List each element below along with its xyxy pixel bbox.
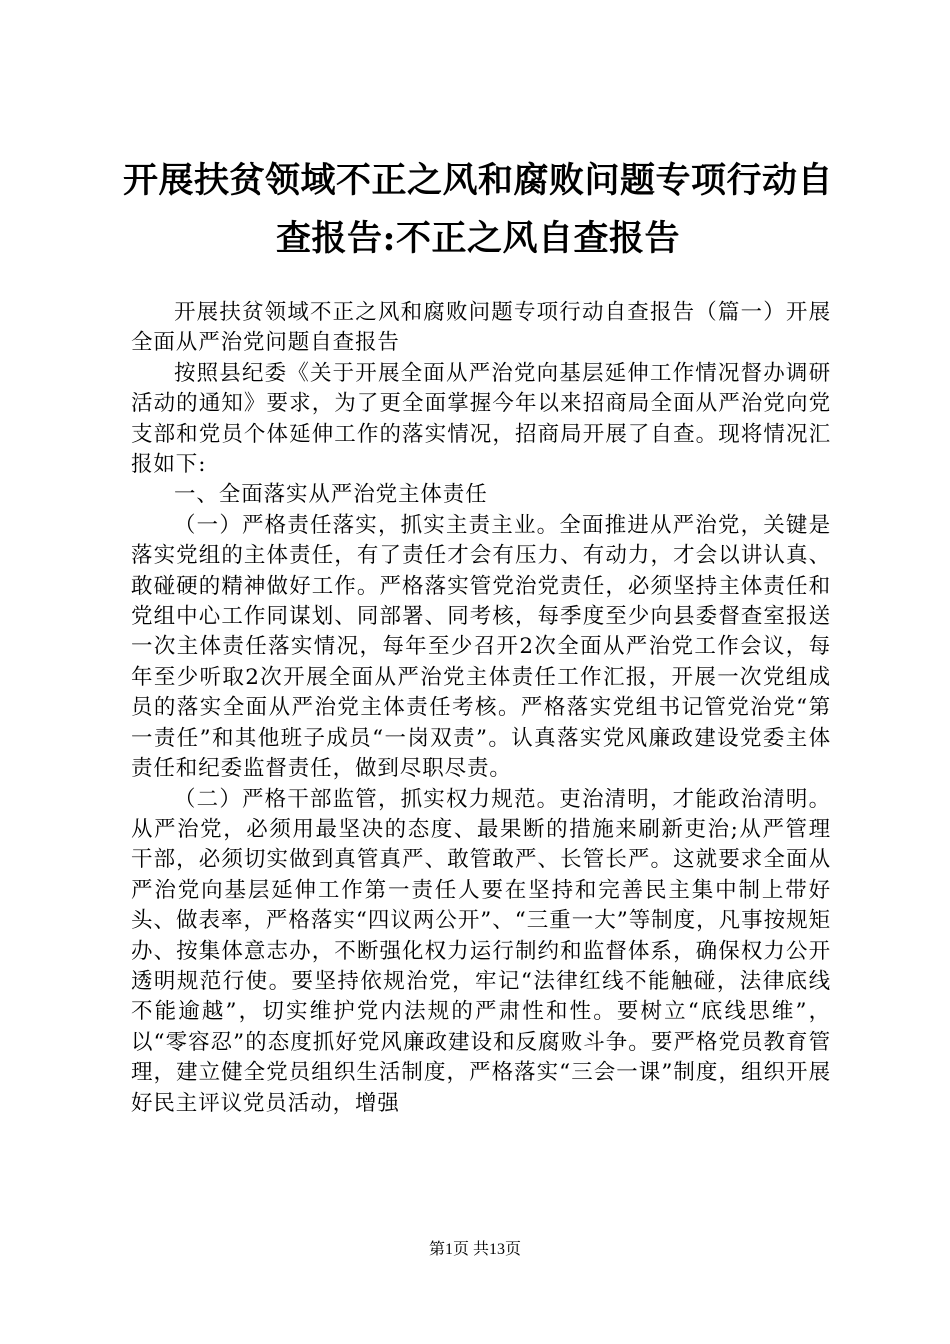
paragraph-subsection-2: （二）严格干部监管，抓实权力规范。吏治清明，才能政治清明。从严治党，必须用最坚决的态度、最果断的措施来刷新吏治;从严管理干部，必须切实做到真管真严、敢管敢严、长管长严。这就要求全面从严治党向基层延伸工作第一责任人要在坚持和完善民主集中制上带好头、做表率，严格落实“四议两公开”、“三重一大”等制度，凡事按规矩办、按集体意志办，不断强化权力运行制约和监督体系，确保权力公开透明规范行使。要坚持依规治党，牢记“法律红线不能触碰，法律底线不能逾越”，切实维护党内法规的严肃性和性。要树立“底线思维”，以“零容忍”的态度抓好党风廉政建设和反腐败斗争。要严格党员教育管理，建立健全党员组织生活制度，严格落实“三会一课”制度，组织开展好民主评议党员活动，增强 — [131, 786, 831, 1116]
paragraph-background: 按照县纪委《关于开展全面从严治党向基层延伸工作情况督办调研活动的通知》要求，为了更全面掌握今年以来招商局全面从严治党向党支部和党员个体延伸工作的落实情况，招商局开展了自查。现将情况汇报如下: — [131, 360, 831, 478]
document-body — [131, 298, 831, 1119]
paragraph-intro: 开展扶贫领域不正之风和腐败问题专项行动自查报告（篇一）开展全面从严治党问题自查报告 — [131, 300, 831, 356]
page-indicator: 第1页 共13页 — [428, 1241, 521, 1258]
document-title: 开展扶贫领域不正之风和腐败问题专项行动自查报告:不正之风自查报告 — [122, 160, 833, 259]
paragraph-subsection-1: （一）严格责任落实，抓实主责主业。全面推进从严治党，关键是落实党组的主体责任，有了责任才会有压力、有动力，才会以讲认真、敢碰硬的精神做好工作。严格落实管党治党责任，必须坚持主体责任和党组中心工作同谋划、同部署、同考核，每季度至少向县委督查室报送一次主体责任落实情况，每年至少召开2次全面从严治党工作会议，每年至少听取2次开展全面从严治党主体责任工作汇报，开展一次党组成员的落实全面从严治党主体责任考核。严格落实党组书记管党治党“第一责任”和其他班子成员“一岗双责”。认真落实党风廉政建设党委主体责任和纪委监督责任，做到尽职尽责。 — [131, 512, 831, 782]
section-heading-1: 一、全面落实从严治党主体责任 — [174, 482, 488, 508]
